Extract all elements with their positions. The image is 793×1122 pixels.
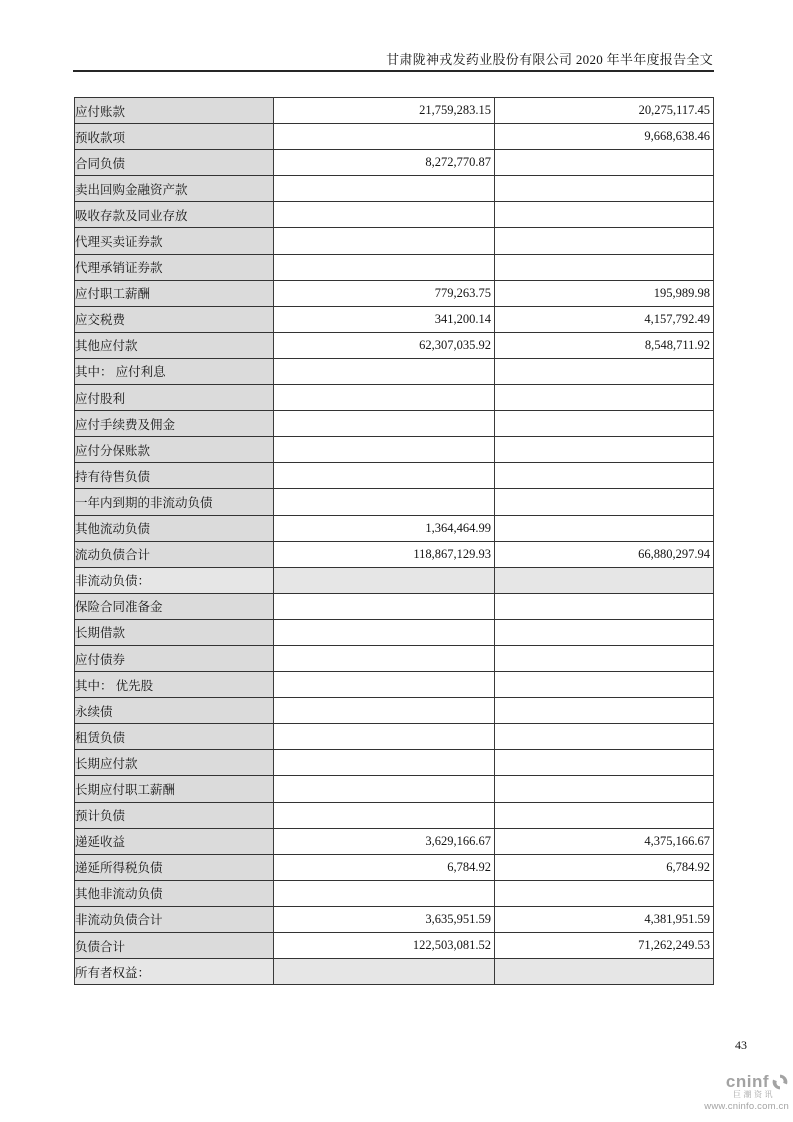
row-current-period-cell bbox=[274, 202, 495, 228]
cninfo-url: www.cninfo.com.cn bbox=[704, 1100, 789, 1112]
row-label-cell: 长期应付款 bbox=[75, 750, 274, 776]
row-current-period-cell bbox=[274, 619, 495, 645]
table-row bbox=[75, 254, 714, 280]
table-row bbox=[75, 828, 714, 854]
row-current-period-cell bbox=[274, 567, 495, 593]
row-prior-period-cell: 20,275,117.45 bbox=[495, 98, 714, 124]
table-row bbox=[75, 776, 714, 802]
row-prior-period-cell bbox=[495, 254, 714, 280]
row-prior-period-cell bbox=[495, 880, 714, 906]
row-prior-period-cell: 6,784.92 bbox=[495, 854, 714, 880]
row-label-cell: 应付账款 bbox=[75, 98, 274, 124]
row-prior-period-cell bbox=[495, 202, 714, 228]
table-row bbox=[75, 959, 714, 985]
table-row bbox=[75, 619, 714, 645]
cninfo-swirl-icon bbox=[771, 1073, 789, 1091]
row-current-period-cell bbox=[274, 959, 495, 985]
row-current-period-cell bbox=[274, 750, 495, 776]
row-prior-period-cell bbox=[495, 150, 714, 176]
row-current-period-cell bbox=[274, 411, 495, 437]
row-current-period-cell bbox=[274, 672, 495, 698]
table-row bbox=[75, 802, 714, 828]
cninfo-brand-chinese: 巨潮资讯 bbox=[733, 1089, 775, 1099]
row-label-cell: 吸收存款及同业存放 bbox=[75, 202, 274, 228]
row-label-cell: 应交税费 bbox=[75, 306, 274, 332]
row-current-period-cell bbox=[274, 698, 495, 724]
row-label-cell: 非流动负债： bbox=[75, 567, 274, 593]
row-current-period-cell: 1,364,464.99 bbox=[274, 515, 495, 541]
row-current-period-cell: 122,503,081.52 bbox=[274, 933, 495, 959]
row-prior-period-cell bbox=[495, 489, 714, 515]
row-current-period-cell bbox=[274, 645, 495, 671]
row-label-cell: 永续债 bbox=[75, 698, 274, 724]
row-current-period-cell bbox=[274, 802, 495, 828]
row-prior-period-cell: 66,880,297.94 bbox=[495, 541, 714, 567]
row-current-period-cell bbox=[274, 724, 495, 750]
row-current-period-cell bbox=[274, 228, 495, 254]
table-row bbox=[75, 228, 714, 254]
row-current-period-cell: 118,867,129.93 bbox=[274, 541, 495, 567]
table-row bbox=[75, 98, 714, 124]
row-label-cell: 非流动负债合计 bbox=[75, 906, 274, 932]
row-label-cell: 代理承销证券款 bbox=[75, 254, 274, 280]
row-label-cell: 应付职工薪酬 bbox=[75, 280, 274, 306]
row-prior-period-cell bbox=[495, 176, 714, 202]
row-label-cell: 代理买卖证券款 bbox=[75, 228, 274, 254]
row-current-period-cell bbox=[274, 463, 495, 489]
table-row bbox=[75, 202, 714, 228]
row-label-cell: 预收款项 bbox=[75, 124, 274, 150]
table-row bbox=[75, 176, 714, 202]
table-row bbox=[75, 489, 714, 515]
row-label-cell: 预计负债 bbox=[75, 802, 274, 828]
row-prior-period-cell bbox=[495, 750, 714, 776]
row-label-cell: 一年内到期的非流动负债 bbox=[75, 489, 274, 515]
row-label-cell: 持有待售负债 bbox=[75, 463, 274, 489]
row-label-cell: 递延收益 bbox=[75, 828, 274, 854]
row-prior-period-cell bbox=[495, 802, 714, 828]
row-prior-period-cell: 4,381,951.59 bbox=[495, 906, 714, 932]
row-label-cell: 其中： 优先股 bbox=[75, 672, 274, 698]
table-row bbox=[75, 306, 714, 332]
table-row bbox=[75, 750, 714, 776]
row-prior-period-cell bbox=[495, 959, 714, 985]
row-prior-period-cell bbox=[495, 698, 714, 724]
row-prior-period-cell bbox=[495, 228, 714, 254]
row-prior-period-cell bbox=[495, 724, 714, 750]
table-row bbox=[75, 593, 714, 619]
cninfo-brand-text: cninf bbox=[725, 1072, 769, 1092]
table-row bbox=[75, 385, 714, 411]
row-label-cell: 租赁负债 bbox=[75, 724, 274, 750]
table-row bbox=[75, 698, 714, 724]
table-row bbox=[75, 541, 714, 567]
row-label-cell: 应付分保账款 bbox=[75, 437, 274, 463]
row-current-period-cell: 62,307,035.92 bbox=[274, 332, 495, 358]
row-prior-period-cell bbox=[495, 385, 714, 411]
row-current-period-cell bbox=[274, 176, 495, 202]
row-label-cell: 长期借款 bbox=[75, 619, 274, 645]
row-current-period-cell bbox=[274, 776, 495, 802]
balance-sheet-table bbox=[74, 97, 714, 985]
row-prior-period-cell bbox=[495, 567, 714, 593]
row-current-period-cell: 3,635,951.59 bbox=[274, 906, 495, 932]
row-prior-period-cell: 9,668,638.46 bbox=[495, 124, 714, 150]
row-label-cell: 应付手续费及佣金 bbox=[75, 411, 274, 437]
row-current-period-cell: 21,759,283.15 bbox=[274, 98, 495, 124]
row-prior-period-cell: 4,375,166.67 bbox=[495, 828, 714, 854]
header-rule bbox=[73, 70, 714, 72]
row-prior-period-cell: 4,157,792.49 bbox=[495, 306, 714, 332]
row-prior-period-cell: 71,262,249.53 bbox=[495, 933, 714, 959]
table-row bbox=[75, 124, 714, 150]
table-row bbox=[75, 280, 714, 306]
page-number: 43 bbox=[735, 1038, 747, 1052]
row-prior-period-cell bbox=[495, 411, 714, 437]
row-label-cell: 卖出回购金融资产款 bbox=[75, 176, 274, 202]
row-prior-period-cell: 8,548,711.92 bbox=[495, 332, 714, 358]
table-row bbox=[75, 906, 714, 932]
row-current-period-cell: 8,272,770.87 bbox=[274, 150, 495, 176]
row-label-cell: 其他流动负债 bbox=[75, 515, 274, 541]
table-row bbox=[75, 358, 714, 384]
row-label-cell: 负债合计 bbox=[75, 933, 274, 959]
row-label-cell: 流动负债合计 bbox=[75, 541, 274, 567]
row-current-period-cell bbox=[274, 358, 495, 384]
table-row bbox=[75, 724, 714, 750]
row-label-cell: 应付债券 bbox=[75, 645, 274, 671]
table-row bbox=[75, 645, 714, 671]
row-current-period-cell bbox=[274, 254, 495, 280]
row-label-cell: 长期应付职工薪酬 bbox=[75, 776, 274, 802]
table-row bbox=[75, 567, 714, 593]
row-prior-period-cell: 195,989.98 bbox=[495, 280, 714, 306]
row-current-period-cell bbox=[274, 124, 495, 150]
row-current-period-cell bbox=[274, 880, 495, 906]
row-current-period-cell: 3,629,166.67 bbox=[274, 828, 495, 854]
row-label-cell: 其中： 应付利息 bbox=[75, 358, 274, 384]
table-row bbox=[75, 854, 714, 880]
row-prior-period-cell bbox=[495, 463, 714, 489]
row-current-period-cell bbox=[274, 385, 495, 411]
row-label-cell: 其他应付款 bbox=[75, 332, 274, 358]
row-label-cell: 其他非流动负债 bbox=[75, 880, 274, 906]
row-prior-period-cell bbox=[495, 358, 714, 384]
row-current-period-cell: 6,784.92 bbox=[274, 854, 495, 880]
table-row bbox=[75, 933, 714, 959]
table-row bbox=[75, 880, 714, 906]
row-label-cell: 应付股利 bbox=[75, 385, 274, 411]
row-current-period-cell bbox=[274, 437, 495, 463]
row-current-period-cell: 341,200.14 bbox=[274, 306, 495, 332]
row-current-period-cell bbox=[274, 489, 495, 515]
row-prior-period-cell bbox=[495, 619, 714, 645]
row-prior-period-cell bbox=[495, 593, 714, 619]
table-row bbox=[75, 411, 714, 437]
row-label-cell: 合同负债 bbox=[75, 150, 274, 176]
table-row bbox=[75, 463, 714, 489]
row-prior-period-cell bbox=[495, 776, 714, 802]
row-prior-period-cell bbox=[495, 672, 714, 698]
row-current-period-cell: 779,263.75 bbox=[274, 280, 495, 306]
table-row bbox=[75, 332, 714, 358]
table-row bbox=[75, 150, 714, 176]
row-current-period-cell bbox=[274, 593, 495, 619]
cninfo-logo bbox=[704, 1073, 789, 1112]
row-label-cell: 保险合同准备金 bbox=[75, 593, 274, 619]
page-header-title: 甘肃陇神戎发药业股份有限公司 2020 年半年度报告全文 bbox=[386, 52, 713, 67]
row-prior-period-cell bbox=[495, 437, 714, 463]
row-prior-period-cell bbox=[495, 645, 714, 671]
table-row bbox=[75, 515, 714, 541]
table-row bbox=[75, 672, 714, 698]
row-prior-period-cell bbox=[495, 515, 714, 541]
table-row bbox=[75, 437, 714, 463]
row-label-cell: 所有者权益： bbox=[75, 959, 274, 985]
row-label-cell: 递延所得税负债 bbox=[75, 854, 274, 880]
